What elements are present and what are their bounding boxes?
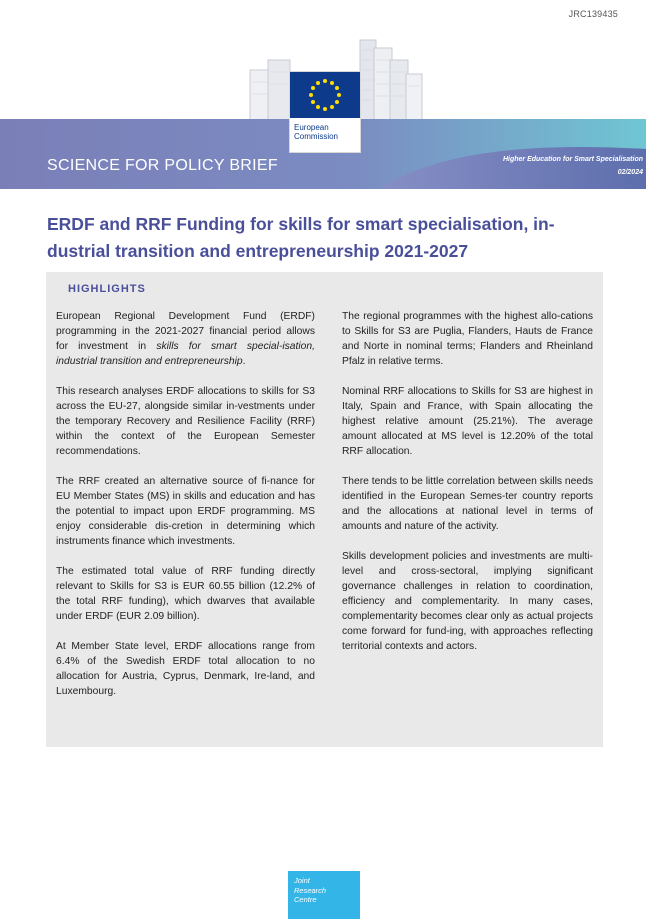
highlight-paragraph: Skills development policies and investments are multi-level and cross-sectoral, implying significant governance challenges in relation to coordination, efficiency and complementarity. In many cases, complementarity becomes clear only as actual projects come forward for fund-ing, with approaches reflecting territorial contexts and actors. (342, 551, 593, 652)
jrc-logo-text (294, 876, 326, 905)
european-commission-logo (290, 72, 360, 152)
document-id: JRC139435 (568, 9, 618, 19)
jrc-line-2: Research (294, 885, 327, 895)
highlight-paragraph: This research analyses ERDF allocations to skills for S3 across the EU-27, alongside similar in-vestments under the temporary Recovery and Resilience Facility (RRF) within the context of the European Semester recommendations. (56, 386, 315, 457)
highlights-right-column (342, 309, 593, 669)
brief-label: SCIENCE FOR POLICY BRIEF (47, 157, 278, 174)
highlights-left-column (56, 309, 315, 714)
logo-line-1: European (294, 123, 329, 132)
jrc-logo-icon (288, 871, 360, 919)
logo-text (294, 123, 338, 141)
highlight-paragraph: The estimated total value of RRF funding directly relevant to Skills for S3 is EUR 60.55 billion (12.2% of the total RRF funding), which dwarves that available under ERDF (EUR 2.09 billion). (56, 566, 315, 622)
highlights-heading: HIGHLIGHTS (68, 283, 146, 295)
series-info (503, 153, 643, 179)
highlight-paragraph: Nominal RRF allocations to Skills for S3 are highest in Italy, Spain and France, with Spain allocating the highest relative amount (25.21%). The average amount allocated at MS level is 12.20% of the total RRF allocation. (342, 386, 593, 457)
highlight-paragraph: The RRF created an alternative source of fi-nance for EU Member States (MS) in skills and education and has the potential to impact upon ERDF programming. MS enjoy considerable dis-cretion in determining which instruments finance which investments. (56, 476, 315, 547)
highlight-paragraph: The regional programmes with the highest allo-cations to Skills for S3 are Puglia, Flanders, Hauts de France and Norte in nominal terms; Flanders and Rheinland Pfalz in relative terms. (342, 311, 593, 367)
jrc-line-3: Centre (294, 895, 317, 904)
document-title: ERDF and RRF Funding for skills for smart specialisation, in-dustrial transition and entrepreneurship 2021-2027 (47, 214, 555, 261)
eu-flag-icon (290, 72, 360, 118)
series-number: 02/2024 (617, 169, 643, 176)
jrc-line-1: Joint (294, 876, 310, 885)
logo-line-2: Commission (294, 132, 339, 141)
highlight-paragraph (56, 309, 315, 369)
paragraph-text: . (242, 356, 246, 367)
paragraph-text: European Regional Development Fund (ERDF) programming in the 2021-2027 financial period allows for investment in (56, 311, 315, 352)
highlights-box (46, 272, 603, 747)
header (0, 0, 646, 195)
paragraph-emphasis: skills for smart special-isation, industrial transition and entrepreneurship (56, 341, 315, 367)
series-title: Higher Education for Smart Specialisation (502, 156, 643, 163)
highlight-paragraph: There tends to be little correlation between skills needs identified in the European Semes-ter country reports and the allocations at national level in terms of amounts and nature of the activity. (342, 476, 593, 532)
highlight-paragraph: At Member State level, ERDF allocations range from 6.4% of the Swedish ERDF total allocation to no allocation for Austria, Cyprus, Denmark, Ire-land, and Luxembourg. (56, 641, 315, 697)
